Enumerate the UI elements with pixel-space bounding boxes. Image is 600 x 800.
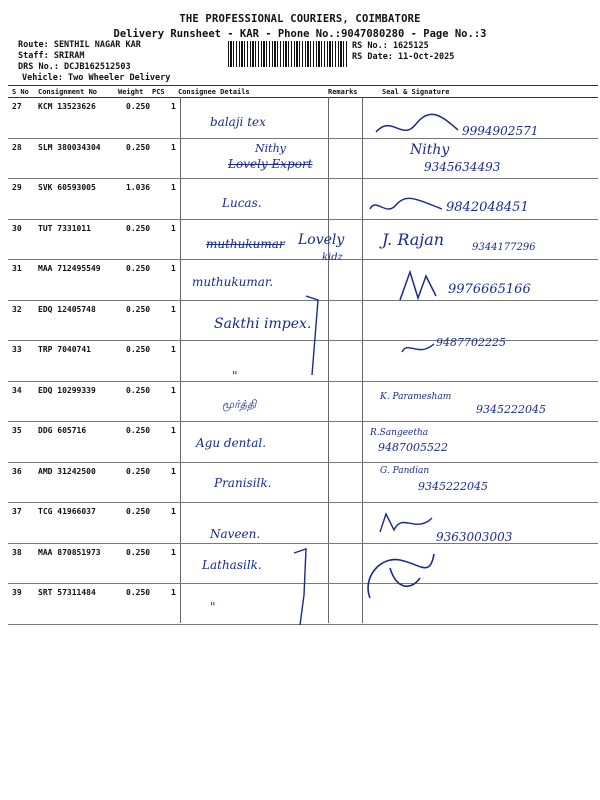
header-top-rule	[8, 85, 598, 86]
serial-number: 31	[12, 264, 22, 273]
signature-scribble	[396, 268, 448, 308]
pieces-count: 1	[171, 588, 176, 597]
signature-scribble	[398, 336, 438, 360]
pieces-count: 1	[171, 345, 176, 354]
col-header-sno: S No	[12, 88, 29, 96]
consignment-number: TRP 7040741	[38, 345, 91, 354]
signature-scribble	[366, 195, 446, 219]
serial-number: 28	[12, 142, 22, 152]
signature-phone: 9842048451	[446, 200, 529, 215]
barcode-icon	[228, 41, 348, 67]
serial-number: 36	[12, 466, 22, 476]
weight-value: 0.250	[126, 507, 151, 516]
consignment-number: SVK 60593005	[38, 183, 96, 192]
pieces-count: 1	[171, 142, 176, 152]
serial-number: 30	[12, 223, 22, 233]
signature-name: R.Sangeetha	[370, 428, 429, 438]
consignee-handwriting: "	[232, 369, 238, 383]
consignee-handwriting: balaji tex	[210, 115, 266, 129]
consignment-number: SRT 57311484	[38, 588, 96, 597]
serial-number: 35	[12, 426, 22, 435]
consignee-handwriting: Naveen.	[210, 527, 261, 541]
staff-label: Staff: SRIRAM	[18, 51, 85, 61]
bracket-mark	[300, 290, 330, 380]
consignee-handwriting: Nithy	[255, 142, 286, 155]
signature-name: J. Rajan	[382, 230, 445, 249]
consignment-number: MAA 870851973	[38, 547, 101, 557]
consignment-number: MAA 712495549	[38, 264, 101, 273]
weight-value: 0.250	[126, 142, 151, 152]
weight-value: 0.250	[126, 264, 151, 273]
consignee-handwriting: Pranisilk.	[214, 476, 272, 490]
table-row	[8, 463, 598, 504]
weight-value: 0.250	[126, 385, 151, 395]
signature-phone: 9363003003	[436, 530, 513, 544]
col-header-seal: Seal & Signature	[382, 88, 450, 96]
consignee-handwriting: Lathasilk.	[202, 558, 262, 572]
signature-phone: 9994902571	[462, 124, 539, 138]
consignment-number: DDG 605716	[38, 426, 87, 435]
pieces-count: 1	[171, 304, 176, 314]
weight-value: 0.250	[126, 466, 151, 476]
serial-number: 34	[12, 385, 22, 395]
consignee-handwriting: muthukumar	[206, 237, 285, 251]
runsheet-title: THE PROFESSIONAL COURIERS, COIMBATORE	[179, 13, 421, 25]
signature-phone: 9345222045	[476, 403, 546, 416]
pieces-count: 1	[171, 183, 176, 192]
weight-value: 0.250	[126, 345, 151, 354]
pieces-count: 1	[171, 102, 176, 111]
weight-value: 0.250	[126, 426, 151, 435]
serial-number: 39	[12, 588, 22, 597]
signature-phone: 9487702225	[436, 336, 506, 349]
consignment-number: AMD 31242500	[38, 466, 96, 476]
consignment-number: SLM 380034304	[38, 142, 101, 152]
consignee-handwriting: Lovely	[298, 232, 345, 248]
bracket-mark	[290, 545, 320, 630]
col-header-consignment: Consignment No	[38, 88, 98, 96]
weight-value: 0.250	[126, 588, 151, 597]
consignment-number: TUT 7331011	[38, 223, 91, 233]
pieces-count: 1	[171, 507, 176, 516]
pieces-count: 1	[171, 223, 176, 233]
weight-value: 1.036	[126, 183, 151, 192]
signature-phone: 9487005522	[378, 441, 448, 454]
col-header-remarks: Remarks	[328, 88, 358, 96]
signature-phone: 9345634493	[424, 160, 501, 174]
signature-scribble	[360, 548, 440, 604]
rs-number: RS No.: 1625125	[352, 41, 429, 51]
consignee-handwriting: Sakthi impex.	[214, 316, 312, 332]
col-header-pcs: PCS	[152, 88, 165, 96]
signature-phone: 9344177296	[472, 242, 536, 253]
rs-date: RS Date: 11-Oct-2025	[352, 52, 455, 62]
signature-phone: 9345222045	[418, 480, 488, 493]
serial-number: 27	[12, 102, 22, 111]
consignee-handwriting: "	[210, 600, 216, 614]
signature-phone: 9976665166	[448, 282, 531, 297]
signature-name: K. Paramesham	[380, 392, 452, 402]
vehicle-label: Vehicle: Two Wheeler Delivery	[22, 73, 171, 83]
serial-number: 32	[12, 304, 22, 314]
signature-name: Nithy	[410, 142, 450, 158]
pieces-count: 1	[171, 264, 176, 273]
serial-number: 38	[12, 547, 22, 557]
table-row	[8, 422, 598, 463]
consignee-handwriting: Lovely Export	[228, 157, 313, 171]
signature-scribble	[372, 112, 462, 142]
pieces-count: 1	[171, 385, 176, 395]
consignment-number: EDQ 12405748	[38, 304, 96, 314]
pieces-count: 1	[171, 547, 176, 557]
runsheet-subtitle: Delivery Runsheet - KAR - Phone No.:9047080280 - Page No.:3	[113, 28, 487, 40]
weight-value: 0.250	[126, 102, 151, 111]
consignee-handwriting: kidz	[322, 252, 343, 263]
weight-value: 0.250	[126, 547, 151, 557]
col-header-consignee: Consignee Details	[178, 88, 250, 96]
signature-scribble	[376, 508, 436, 538]
consignee-handwriting: Agu dental.	[196, 436, 267, 450]
weight-value: 0.250	[126, 304, 151, 314]
route-label: Route: SENTHIL NAGAR KAR	[18, 40, 141, 50]
consignee-handwriting: Lucas.	[222, 196, 262, 210]
consignment-number: TCG 41966037	[38, 507, 96, 516]
consignee-handwriting: மூர்த்தி	[222, 398, 257, 411]
pieces-count: 1	[171, 466, 176, 476]
serial-number: 37	[12, 507, 22, 516]
serial-number: 29	[12, 183, 22, 192]
col-header-weight: Weight	[118, 88, 144, 96]
consignee-handwriting: muthukumar.	[192, 275, 274, 289]
signature-name: G. Pandian	[380, 466, 430, 476]
consignment-number: EDQ 10299339	[38, 385, 96, 395]
pieces-count: 1	[171, 426, 176, 435]
serial-number: 33	[12, 345, 22, 354]
weight-value: 0.250	[126, 223, 151, 233]
drs-number: DRS No.: DCJB162512503	[18, 62, 131, 72]
consignment-number: KCM 13523626	[38, 102, 96, 111]
